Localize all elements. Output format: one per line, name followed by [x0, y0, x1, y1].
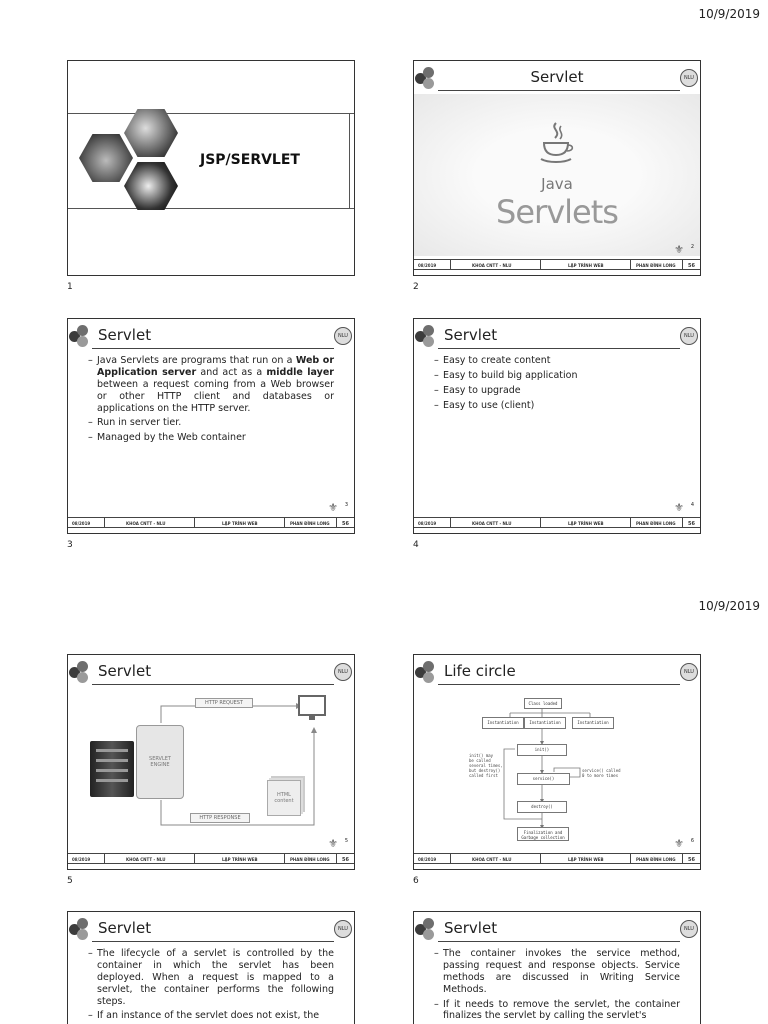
slide-title: Servlet — [98, 326, 152, 344]
finalization-box — [517, 827, 569, 841]
slide-header — [414, 61, 700, 94]
bullet-item: – The container invokes the service method, passing request and response objects. Service methods are discussed in Writing Service Methods. — [434, 948, 680, 996]
footer-page: 56 — [342, 857, 349, 863]
slide-8 — [413, 911, 701, 1024]
corner-slide-number: 3 — [344, 502, 348, 508]
slide-6 — [413, 654, 701, 870]
bullet-list — [434, 948, 680, 1024]
slide-1 — [67, 60, 355, 276]
finalization-label: Garbage collection — [521, 835, 565, 840]
footer-author: PHAN ĐÌNH LONG — [636, 263, 676, 268]
slide-title: Servlet — [530, 68, 584, 86]
fleur-icon: ⚜ — [328, 837, 338, 850]
footer-date: 08/2019 — [418, 521, 437, 526]
university-badge-icon: NLU — [680, 920, 698, 938]
corner-slide-number: 2 — [690, 244, 694, 250]
slide-footer — [68, 853, 354, 864]
slide-footer — [68, 517, 354, 528]
slide-2 — [413, 60, 701, 276]
class-loaded-box: Class loaded — [524, 698, 562, 709]
html-content-label: content — [274, 798, 294, 804]
footer-author: PHAN ĐÌNH LONG — [290, 521, 330, 526]
servlet-engine-label: ENGINE — [150, 762, 170, 768]
page-date: 10/9/2019 — [698, 599, 760, 613]
footer-page: 56 — [342, 521, 349, 527]
footer-course: LẬP TRÌNH WEB — [568, 857, 604, 862]
footer-author: PHAN ĐÌNH LONG — [636, 857, 676, 862]
slide-header — [414, 319, 700, 352]
servlets-wordmark: Servlets — [496, 193, 618, 231]
university-badge-icon: NLU — [334, 327, 352, 345]
footer-author: PHAN ĐÌNH LONG — [290, 857, 330, 862]
slide-number: 3 — [67, 540, 73, 550]
bullet-item: – Run in server tier. — [88, 417, 334, 429]
footer-org: KHOA CNTT - NLU — [472, 521, 512, 526]
slide-footer — [414, 853, 700, 864]
slide-title: Servlet — [98, 662, 152, 680]
java-wordmark: Java — [541, 175, 573, 193]
bullet-item: – Easy to use (client) — [434, 400, 680, 412]
http-request-label: HTTP REQUEST — [195, 698, 253, 708]
footer-date: 08/2019 — [418, 263, 437, 268]
slide-title: Servlet — [98, 919, 152, 937]
bullet-item: – Easy to build big application — [434, 370, 680, 382]
server-rack-icon — [90, 741, 134, 797]
init-box: init() — [517, 744, 567, 756]
footer-course: LẬP TRÌNH WEB — [568, 521, 604, 526]
university-badge-icon: NLU — [334, 920, 352, 938]
footer-page: 56 — [688, 263, 695, 269]
java-cup-icon — [538, 121, 574, 169]
slide-header — [68, 319, 354, 352]
slide-4 — [413, 318, 701, 534]
bullet-item: – Java Servlets are programs that run on a Web or Application server and act as a middle layer between a request coming from a Web browser or other HTTP client and databases or applications on the HTTP server. — [88, 355, 334, 414]
footer-author: PHAN ĐÌNH LONG — [636, 521, 676, 526]
footer-date: 08/2019 — [418, 857, 437, 862]
page-date: 10/9/2019 — [698, 7, 760, 21]
instantiation-box: Instantiation — [524, 717, 566, 729]
hexagon-logo-icon — [68, 918, 92, 940]
slide-title: Servlet — [444, 326, 498, 344]
bullet-item: – Managed by the Web container — [88, 432, 334, 444]
footer-page: 56 — [688, 521, 695, 527]
footer-date: 08/2019 — [72, 857, 91, 862]
university-badge-icon: NLU — [334, 663, 352, 681]
http-response-label: HTTP RESPONSE — [190, 813, 250, 823]
monitor-icon — [298, 695, 326, 716]
footer-course: LẬP TRÌNH WEB — [222, 857, 258, 862]
slide-header — [68, 912, 354, 945]
bullet-item: – If it needs to remove the servlet, the container finalizes the servlet by calling the servlet's — [434, 999, 680, 1023]
slide-footer — [414, 259, 700, 270]
finalization-label: Finalization and — [523, 830, 563, 835]
footer-org: KHOA CNTT - NLU — [126, 521, 166, 526]
service-note: service() called 0 to more times — [582, 768, 621, 778]
init-note: init() may be called several times, but destroy() called first — [469, 753, 503, 778]
slide-number: 1 — [67, 282, 73, 292]
corner-slide-number: 6 — [690, 838, 694, 844]
slide-3 — [67, 318, 355, 534]
bullet-list — [434, 355, 680, 415]
footer-org: KHOA CNTT - NLU — [472, 857, 512, 862]
servlet-engine-label: SERVLET — [149, 756, 171, 762]
university-badge-icon: NLU — [680, 663, 698, 681]
footer-org: KHOA CNTT - NLU — [126, 857, 166, 862]
hexagon-logo-icon — [414, 325, 438, 347]
servlet-engine-box — [136, 725, 184, 799]
footer-date: 08/2019 — [72, 521, 91, 526]
hexagon-logo-icon — [414, 918, 438, 940]
slide-number: 4 — [413, 540, 419, 550]
university-badge-icon: NLU — [680, 69, 698, 87]
fleur-icon: ⚜ — [328, 501, 338, 514]
destroy-box: destroy() — [517, 801, 567, 813]
slide-number: 2 — [413, 282, 419, 292]
html-content-label: HTML — [277, 792, 291, 798]
slide-7 — [67, 911, 355, 1024]
hexagon-logo-icon — [68, 325, 92, 347]
bullet-list — [88, 948, 334, 1024]
slide-title: Servlet — [444, 919, 498, 937]
bullet-item: – The lifecycle of a servlet is controlled by the container in which the servlet has been deployed. When a request is mapped to a servlet, the container performs the following steps. — [88, 948, 334, 1007]
slide-footer — [414, 517, 700, 528]
footer-course: LẬP TRÌNH WEB — [222, 521, 258, 526]
bullet-item: – Easy to upgrade — [434, 385, 680, 397]
footer-org: KHOA CNTT - NLU — [472, 263, 512, 268]
slide-title: Life circle — [444, 662, 516, 680]
bullet-item: – If an instance of the servlet does not exist, the — [88, 1010, 334, 1022]
bullet-list — [88, 355, 334, 447]
fleur-icon: ⚜ — [674, 501, 684, 514]
fleur-icon: ⚜ — [674, 243, 684, 256]
bullet-item: – Easy to create content — [434, 355, 680, 367]
slide-title: JSP/SERVLET — [200, 152, 300, 168]
service-box: service() — [517, 773, 570, 785]
slide-5 — [67, 654, 355, 870]
slide-number: 6 — [413, 876, 419, 886]
corner-slide-number: 5 — [344, 838, 348, 844]
fleur-icon: ⚜ — [674, 837, 684, 850]
footer-course: LẬP TRÌNH WEB — [568, 263, 604, 268]
instantiation-box: Instantiation — [482, 717, 524, 729]
footer-page: 56 — [688, 857, 695, 863]
corner-slide-number: 4 — [690, 502, 694, 508]
instantiation-box: Instantiation — [572, 717, 614, 729]
university-badge-icon: NLU — [680, 327, 698, 345]
html-content-box — [267, 780, 301, 816]
slide-number: 5 — [67, 876, 73, 886]
slide-header — [414, 912, 700, 945]
